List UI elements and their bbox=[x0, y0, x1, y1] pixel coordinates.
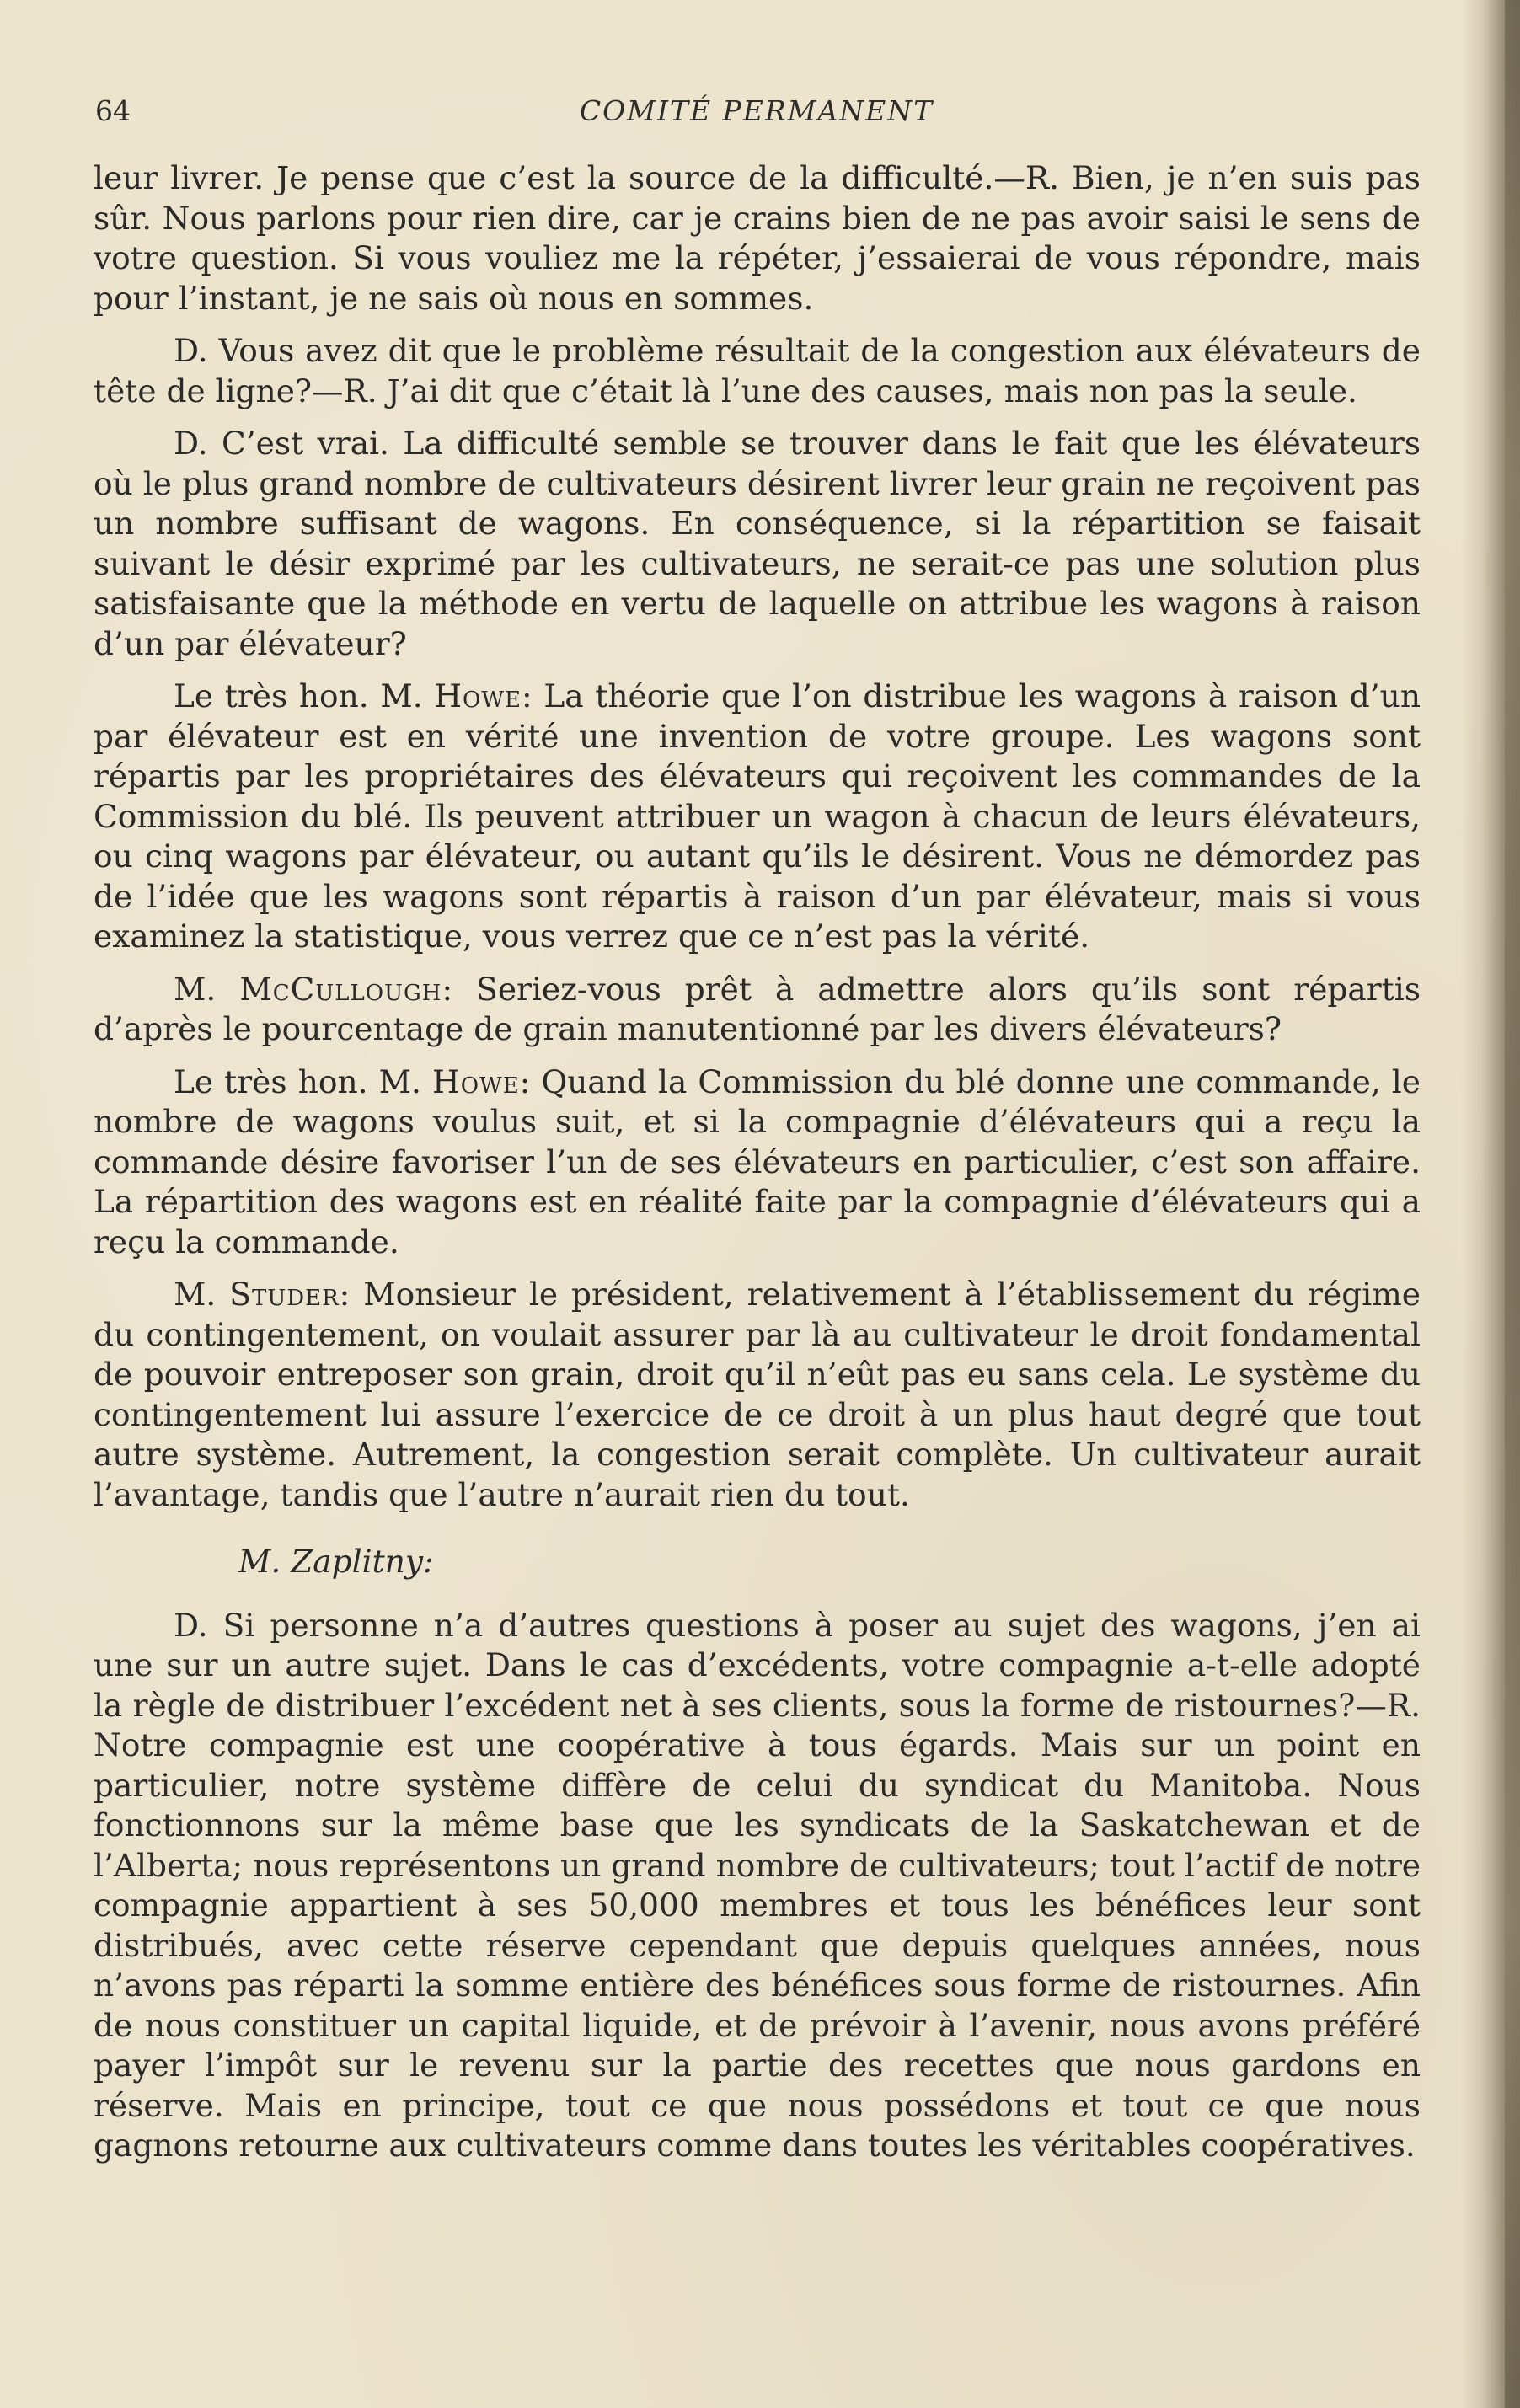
paragraph-7 bbox=[94, 1275, 1421, 1515]
speaker-name: Studer bbox=[229, 1276, 340, 1313]
page-number: 64 bbox=[95, 94, 131, 127]
section-heading: M. Zaplitny: bbox=[238, 1543, 434, 1580]
paragraph-2: D. Vous avez dit que le problème résultait de la congestion aux élévateurs de tête de ligne?—R. J’ai dit que c’était là l’une des causes, mais non pas la seule. bbox=[94, 332, 1421, 409]
speaker-prefix: Le très hon. M. bbox=[174, 677, 435, 714]
speech-text: : Seriez-vous prêt à admettre alors qu’ils sont répartis d’après le pourcentage de grain manutentionné par les divers élévateurs? bbox=[94, 970, 1421, 1047]
paragraph-3: D. C’est vrai. La difficulté semble se trouver dans le fait que les élévateurs où le plus grand nombre de cultivateurs désirent livrer leur grain ne reçoivent pas un nombre suffisant de wagons. En conséquence, si la répartition se faisait suivant le désir exprimé par les cultivateurs, ne serait-ce pas une solution plus satisfaisante que la méthode en vertu de laquelle on attribue les wagons à raison d’un par élévateur? bbox=[94, 425, 1421, 662]
speaker-prefix: M. bbox=[174, 1276, 230, 1313]
paragraph-1: leur livrer. Je pense que c’est la source de la difficulté.—R. Bien, je n’en suis pas sûr. Nous parlons pour rien dire, car je crains bien de ne pas avoir saisi le sens de votre question. Si vous vouliez me la répéter, j’essaierai de vous répondre, mais pour l’instant, je ne sais où nous en sommes. bbox=[94, 159, 1421, 317]
page-header bbox=[95, 94, 1418, 136]
speech-text: : Quand la Commission du blé donne une commande, le nombre de wagons voulus suit, et si la compagnie d’élévateurs qui a reçu la commande désire favoriser l’un de ses élévateurs en particulier, c’est son affaire. La répartition des wagons est en réalité faite par la compagnie d’élévateurs qui a reçu la commande. bbox=[94, 1062, 1421, 1260]
speaker-name: Howe bbox=[432, 1062, 520, 1100]
paragraph-6 bbox=[94, 1062, 1421, 1263]
paragraph-8: D. Si personne n’a d’autres questions à poser au sujet des wagons, j’en ai une sur un autre sujet. Dans le cas d’excédents, votre compagnie a-t-elle adopté la règle de distribuer l’excédent net à ses clients, sous la forme de ristournes?—R. Notre compagnie est une coopérative à tous égards. Mais sur un point en particulier, notre système diffère de celui du syndicat du Manitoba. Nous fonctionnons sur la même base que les syndicats de la Saskatchewan et de l’Alberta; nous représentons un grand nombre de cultivateurs; tout l’actif de notre compagnie appartient à ses 50,000 membres et tous les bénéfices leur sont distribués, avec cette réserve cependant que depuis quelques années, nous n’avons pas réparti la somme entière des bénéfices sous forme de ristournes. Afin de nous constituer un capital liquide, et de prévoir à l’avenir, nous avons préféré payer l’impôt sur le revenu sur la partie des recettes que nous gardons en réserve. Mais en principe, tout ce que nous possédons et tout ce que nous gagnons retourne aux cultivateurs comme dans toutes les véritables coopératives. bbox=[94, 1606, 1421, 2164]
running-title: COMITÉ PERMANENT bbox=[579, 94, 934, 127]
speech-text: : Monsieur le président, relativement à l’établissement du régime du contingentement, on voulait assurer par là au cultivateur le droit fondamental de pouvoir entreposer son grain, droit qu’il n’eût pas eu sans cela. Le système du contingentement lui assure l’exercice de ce droit à un plus haut degré que tout autre système. Autrement, la congestion serait complète. Un cultivateur aurait l’avantage, tandis que l’autre n’aurait rien du tout. bbox=[94, 1276, 1421, 1513]
speaker-prefix: M. bbox=[174, 970, 240, 1008]
paragraph-5 bbox=[94, 970, 1421, 1050]
paragraph-4 bbox=[94, 677, 1421, 957]
body-text bbox=[94, 158, 1421, 2179]
speech-text: : La théorie que l’on distribue les wagons à raison d’un par élévateur est en vérité une invention de votre groupe. Les wagons sont répartis par les propriétaires des élévateurs qui reçoivent les commandes de la Commission du blé. Ils peuvent attribuer un wagon à chacun de leurs élévateurs, ou cinq wagons par élévateur, ou autant qu’ils le désirent. Vous ne démordez pas de l’idée que les wagons sont répartis à raison d’un par élévateur, mais si vous examinez la statistique, vous verrez que ce n’est pas la vérité. bbox=[94, 677, 1421, 955]
page-spine-edge bbox=[1505, 0, 1520, 2408]
speaker-prefix: Le très hon. M. bbox=[174, 1062, 433, 1100]
speaker-name: Howe bbox=[434, 677, 522, 714]
speaker-name: McCullough bbox=[239, 970, 442, 1008]
